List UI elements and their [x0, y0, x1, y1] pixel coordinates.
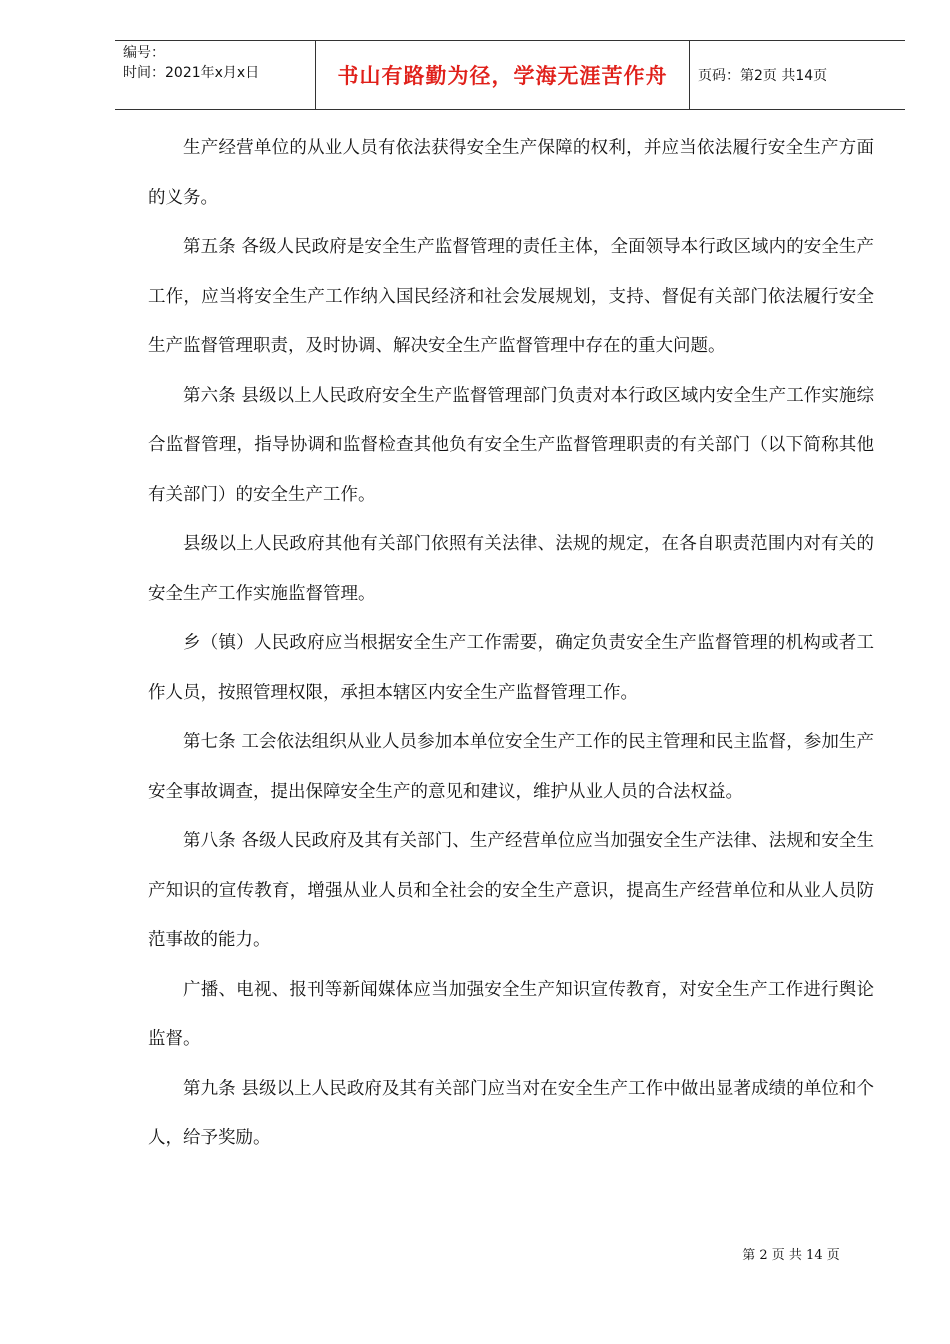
paragraph-article-9: 第九条 县级以上人民政府及其有关部门应当对在安全生产工作中做出显著成绩的单位和个人，给予奖励。 — [148, 1078, 874, 1148]
document-body — [148, 124, 874, 1164]
header-motto: 书山有路勤为径，学海无涯苦作舟 — [337, 64, 668, 88]
paragraph-article-6: 第六条 县级以上人民政府安全生产监督管理部门负责对本行政区域内安全生产工作实施综合监督管理，指导协调和监督检查其他负有安全生产监督管理职责的有关部门（以下简称其他有关部门）的安全生产工作。 — [148, 385, 874, 505]
paragraph: 县级以上人民政府其他有关部门依照有关法律、法规的规定，在各自职责范围内对有关的安全生产工作实施监督管理。 — [148, 534, 874, 604]
paragraph: 乡（镇）人民政府应当根据安全生产工作需要，确定负责安全生产监督管理的机构或者工作人员，按照管理权限，承担本辖区内安全生产监督管理工作。 — [148, 633, 874, 703]
header-page-info: 页码：第2页 共14页 — [698, 68, 828, 84]
footer-page-number: 第 2 页 共 14 页 — [742, 1248, 840, 1263]
header-motto-cell — [316, 41, 690, 109]
time-label: 时间：2021年x月x日 — [123, 65, 260, 81]
serial-label: 编号： — [123, 45, 165, 61]
paragraph: 生产经营单位的从业人员有依法获得安全生产保障的权利，并应当依法履行安全生产方面的义务。 — [148, 138, 874, 208]
page-header — [115, 40, 905, 110]
paragraph-article-8: 第八条 各级人民政府及其有关部门、生产经营单位应当加强安全生产法律、法规和安全生产知识的宣传教育，增强从业人员和全社会的安全生产意识，提高生产经营单位和从业人员防范事故的能力。 — [148, 831, 874, 950]
paragraph: 广播、电视、报刊等新闻媒体应当加强安全生产知识宣传教育，对安全生产工作进行舆论监督。 — [148, 979, 874, 1049]
header-meta — [115, 41, 316, 109]
paragraph-article-7: 第七条 工会依法组织从业人员参加本单位安全生产工作的民主管理和民主监督，参加生产安全事故调查，提出保障安全生产的意见和建议，维护从业人员的合法权益。 — [148, 732, 874, 802]
page-footer — [0, 1244, 950, 1263]
paragraph-article-5: 第五条 各级人民政府是安全生产监督管理的责任主体，全面领导本行政区域内的安全生产工作，应当将安全生产工作纳入国民经济和社会发展规划，支持、督促有关部门依法履行安全生产监督管理职责，及时协调、解决安全生产监督管理中存在的重大问题。 — [148, 237, 874, 356]
header-page-info-cell — [690, 41, 905, 109]
